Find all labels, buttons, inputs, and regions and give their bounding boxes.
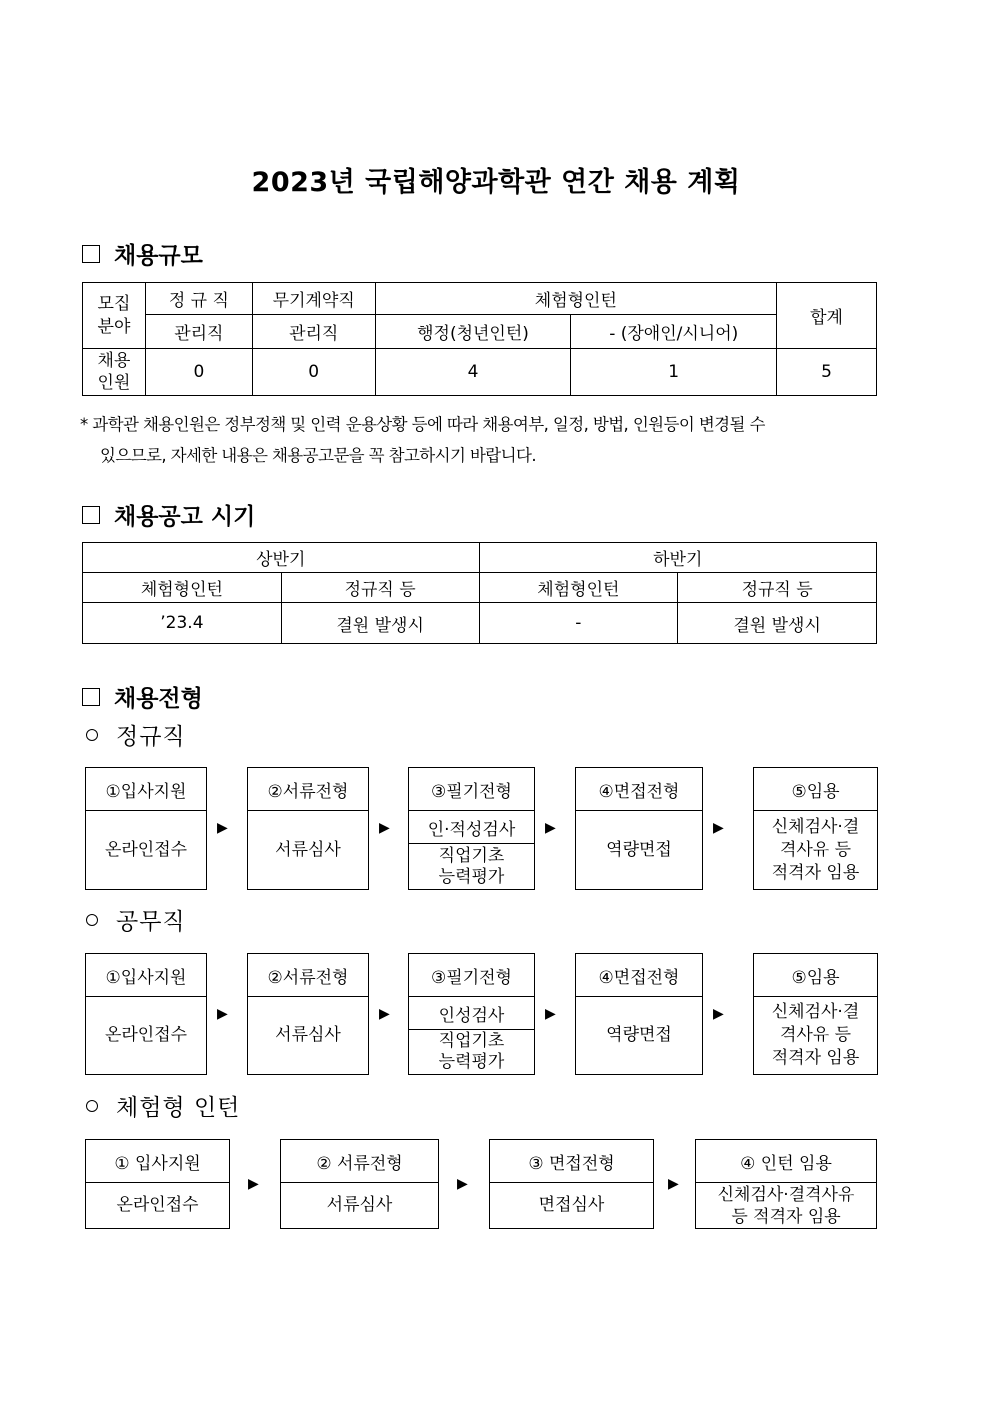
section-heading-text: 채용규모 — [114, 243, 203, 269]
value-regular-2: 결원 발생시 — [678, 603, 877, 644]
arrow-right-icon: ▶ — [545, 1006, 556, 1022]
arrow-right-icon: ▶ — [545, 820, 556, 836]
step-body — [754, 997, 877, 1074]
step-line: 신체검사·결격사유 — [717, 1184, 855, 1205]
arrow-right-icon: ▶ — [217, 820, 228, 836]
step-sub-top: 인성검사 — [409, 997, 534, 1030]
header-intern: 체험형인턴 — [375, 283, 776, 315]
step-head: ③필기전형 — [409, 768, 534, 811]
step-interview — [489, 1139, 654, 1229]
step-document — [247, 953, 369, 1075]
step-body — [754, 811, 877, 889]
step-body: 서류심사 — [275, 1025, 341, 1045]
subheading-text: 정규직 — [116, 724, 186, 750]
header-field: 모집 분야 — [83, 283, 146, 349]
note — [80, 409, 892, 471]
step-interview — [575, 767, 703, 890]
step-line: 능력평가 — [438, 866, 505, 887]
step-apply — [85, 1139, 230, 1229]
step-appoint — [753, 767, 878, 890]
value-contract: 0 — [252, 349, 375, 396]
step-interview — [575, 953, 703, 1075]
step-body: 서류심사 — [326, 1195, 393, 1215]
step-line: 직업기초 — [438, 1031, 505, 1051]
step-body: 서류심사 — [275, 839, 341, 860]
step-body: 역량면접 — [606, 839, 672, 860]
subheading-text: 체험형 인턴 — [116, 1095, 241, 1121]
step-head: ①입사지원 — [86, 768, 206, 811]
arrow-right-icon: ▶ — [713, 1006, 724, 1022]
value-total: 5 — [777, 349, 877, 396]
arrow-right-icon: ▶ — [713, 820, 724, 836]
step-sub-bottom — [409, 1030, 534, 1074]
circle-bullet-icon — [86, 914, 98, 926]
step-split — [409, 997, 534, 1074]
value-intern-1: ’23.4 — [83, 603, 282, 644]
subheading-intern — [86, 1089, 240, 1122]
subheading-text: 공무직 — [116, 909, 186, 935]
arrow-right-icon: ▶ — [379, 820, 390, 836]
header-first-half: 상반기 — [83, 543, 480, 573]
step-head: ④면접전형 — [576, 954, 702, 997]
step-line: 적격자 임용 — [771, 1048, 860, 1068]
step-body: 온라인접수 — [104, 1025, 188, 1045]
section-heading-scale — [82, 237, 203, 270]
step-apply — [85, 767, 207, 890]
step-body: 온라인접수 — [104, 839, 188, 860]
arrow-right-icon: ▶ — [248, 1176, 259, 1192]
checkbox-square-icon — [82, 506, 100, 524]
step-appoint — [695, 1139, 877, 1229]
step-head: ① 입사지원 — [86, 1140, 229, 1183]
header-contract: 무기계약직 — [252, 283, 375, 315]
section-heading-text: 채용전형 — [114, 686, 203, 712]
step-head: ③필기전형 — [409, 954, 534, 997]
arrow-right-icon: ▶ — [217, 1006, 228, 1022]
subheading-public — [86, 903, 186, 936]
step-head: ⑤임용 — [754, 954, 877, 997]
value-regular-1: 결원 발생시 — [281, 603, 479, 644]
section-heading-text: 채용공고 시기 — [114, 504, 256, 530]
header-second-half: 하반기 — [479, 543, 877, 573]
checkbox-square-icon — [82, 688, 100, 706]
note-line-2: 있으므로, 자세한 내용은 채용공고문을 꼭 참고하시기 바랍니다. — [100, 446, 536, 465]
step-document — [247, 767, 369, 890]
page-title: 2023년 국립해양과학관 연간 채용 계획 — [251, 167, 741, 198]
step-head: ⑤임용 — [754, 768, 877, 811]
value-intern-other: 1 — [571, 349, 777, 396]
step-body: 면접심사 — [538, 1195, 605, 1215]
recruitment-scale-table — [82, 282, 877, 396]
value-intern-admin: 4 — [375, 349, 571, 396]
step-head: ④면접전형 — [576, 768, 702, 811]
sub-intern-other: - (장애인/시니어) — [571, 315, 777, 349]
value-regular: 0 — [145, 349, 252, 396]
circle-bullet-icon — [86, 729, 98, 741]
col-intern-1: 체험형인턴 — [83, 573, 282, 603]
section-heading-timing — [82, 498, 255, 531]
step-body — [696, 1183, 876, 1228]
step-head: ①입사지원 — [86, 954, 206, 997]
sub-intern-admin: 행정(청년인턴) — [375, 315, 571, 349]
step-line: 등 적격자 임용 — [731, 1206, 841, 1227]
step-line: 신체검사·결 — [771, 816, 860, 837]
arrow-right-icon: ▶ — [379, 1006, 390, 1022]
step-sub-bottom — [409, 844, 534, 889]
step-head: ②서류전형 — [248, 954, 368, 997]
step-written — [408, 767, 535, 890]
step-head: ② 서류전형 — [281, 1140, 438, 1183]
step-line: 적격자 임용 — [771, 862, 860, 883]
checkbox-square-icon — [82, 245, 100, 263]
note-line-1: * 과학관 채용인원은 정부정책 및 인력 운용상황 등에 따라 채용여부, 일정, 방법, 인원등이 변경될 수 — [80, 415, 765, 434]
step-written — [408, 953, 535, 1075]
step-apply — [85, 953, 207, 1075]
sub-contract: 관리직 — [252, 315, 375, 349]
step-head: ④ 인턴 임용 — [696, 1140, 876, 1183]
step-body: 온라인접수 — [116, 1195, 199, 1215]
arrow-right-icon: ▶ — [457, 1176, 468, 1192]
step-split — [409, 811, 534, 889]
step-line: 신체검사·결 — [771, 1002, 860, 1022]
step-line: 격사유 등 — [779, 1025, 852, 1045]
header-total: 합계 — [777, 283, 877, 349]
step-body: 역량면접 — [606, 1025, 672, 1045]
col-intern-2: 체험형인턴 — [479, 573, 678, 603]
col-regular-1: 정규직 등 — [281, 573, 479, 603]
step-head: ②서류전형 — [248, 768, 368, 811]
step-appoint — [753, 953, 878, 1075]
step-document — [280, 1139, 439, 1229]
arrow-right-icon: ▶ — [668, 1176, 679, 1192]
step-line: 능력평가 — [438, 1052, 505, 1072]
step-sub-top: 인·적성검사 — [409, 811, 534, 844]
sub-regular: 관리직 — [145, 315, 252, 349]
value-intern-2: - — [479, 603, 678, 644]
step-line: 격사유 등 — [779, 839, 852, 860]
header-regular: 정 규 직 — [145, 283, 252, 315]
circle-bullet-icon — [86, 1100, 98, 1112]
row-label: 채용 인원 — [83, 349, 146, 396]
subheading-regular — [86, 718, 186, 751]
col-regular-2: 정규직 등 — [678, 573, 877, 603]
announcement-timing-table — [82, 542, 877, 644]
step-head: ③ 면접전형 — [490, 1140, 653, 1183]
section-heading-process — [82, 680, 203, 713]
step-line: 직업기초 — [438, 845, 505, 866]
